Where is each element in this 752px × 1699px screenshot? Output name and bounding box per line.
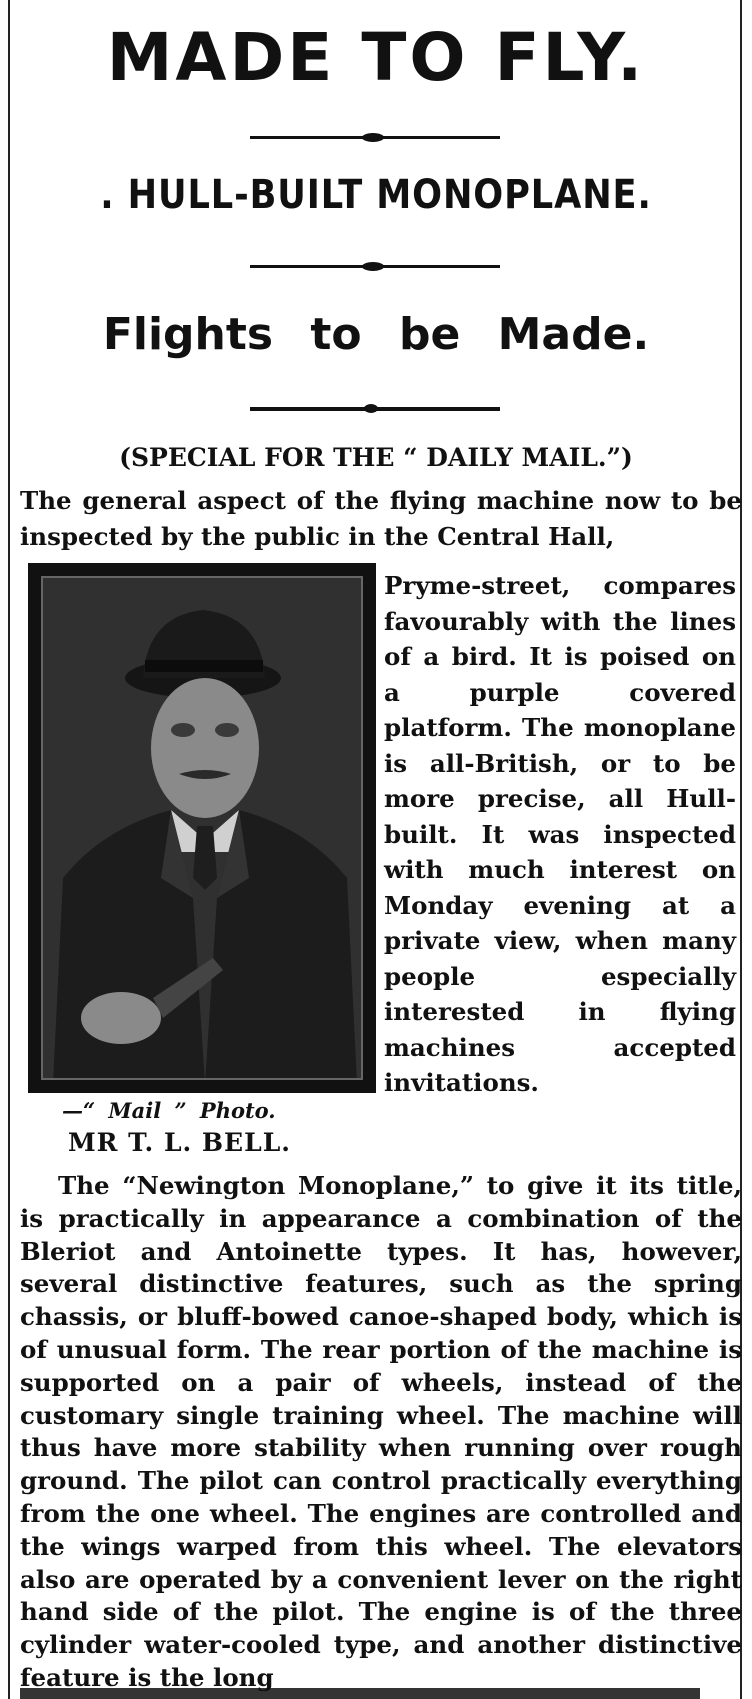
ornamental-rule <box>250 265 500 268</box>
column-text: Pryme-street, compares favourably with the lines of a bird. It is poised on a purple covered platform. The monoplane is all-British, or to be more precise, all Hull-built. It was inspected with much interest on Monday evening at a private view, when many people especially interested in flying machines accepted invitations. <box>384 571 736 1097</box>
portrait-image <box>43 578 363 1080</box>
byline: (SPECIAL FOR THE “ DAILY MAIL.”) <box>119 443 633 472</box>
cut-off-text-line <box>20 1680 742 1699</box>
body-paragraph: The “Newington Monoplane,” to give it its title, is practically in appearance a combination of the Bleriot and Antoinette types. It has, however, several distinctive features, such as the spring chassis, or bluff-bowed canoe-shaped body, which is of unusual form. The rear portion of the machine is supported on a pair of wheels, instead of the customary single training wheel. The machine will thus have more stability when running over rough ground. The pilot can control practically everything from the one wheel. The engines are controlled and the wings warped from this wheel. The elevators also are operated by a convenient lever on the right hand side of the pilot. The engine is of the three cylinder water-cooled type, and another distinctive feature is the long <box>20 1171 742 1692</box>
deck-heading: Flights to be Made. <box>102 309 650 360</box>
intro-text: The general aspect of the flying machine now to be inspected by the public in the Central Hall, <box>20 486 742 551</box>
photo-subject-name: MR T. L. BELL. <box>68 1128 291 1157</box>
headline: MADE TO FLY. <box>106 19 646 96</box>
subheadline: . HULL-BUILT MONOPLANE. <box>100 172 652 218</box>
portrait-photo <box>28 563 376 1093</box>
ornamental-rule <box>250 136 500 139</box>
photo-caption: —“ Mail ” Photo. <box>62 1098 276 1123</box>
ornamental-rule <box>250 407 500 411</box>
